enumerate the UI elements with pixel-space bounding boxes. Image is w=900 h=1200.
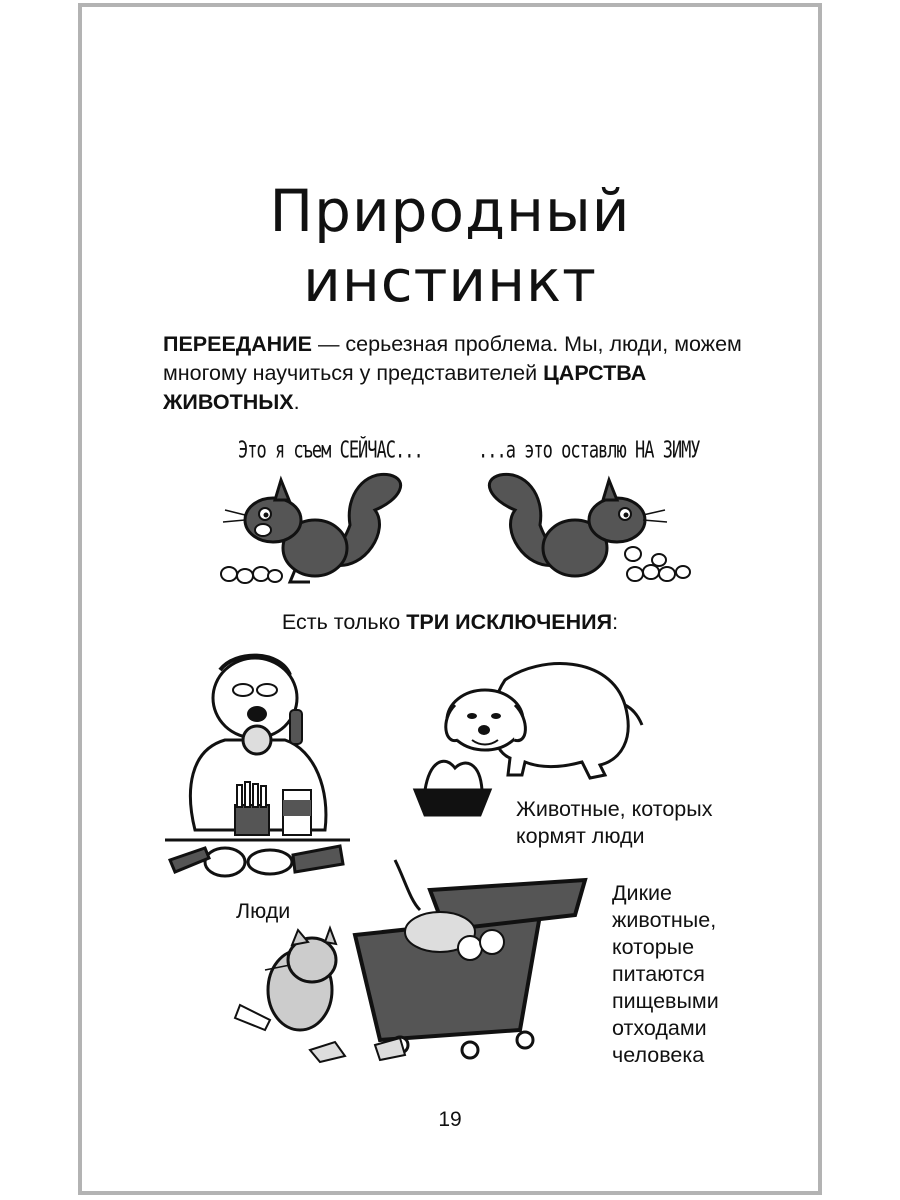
- intro-text-2: .: [293, 390, 300, 414]
- dumpster-animals-illustration: [230, 860, 590, 1070]
- exceptions-bold: ТРИ ИСКЛЮЧЕНИЯ: [406, 610, 613, 634]
- intro-bold-animal-kingdom: ЦАРСТВА ЖИВОТНЫХ: [163, 361, 647, 414]
- exceptions-text: Есть только: [281, 610, 407, 634]
- caption-squirrel-eating: Это я съем СЕЙЧАС...: [238, 437, 423, 464]
- label-fed-animals: Животные, которых кормят люди: [516, 797, 713, 848]
- page-number: 19: [438, 1108, 462, 1131]
- intro-paragraph: [163, 330, 743, 417]
- intro-bold-overeating: ПЕРЕЕДАНИЕ: [163, 332, 312, 356]
- label-people: Люди: [236, 899, 291, 923]
- exceptions-colon: :: [612, 610, 619, 634]
- caption-squirrel-storing: ...а это оставлю НА ЗИМУ: [478, 437, 700, 464]
- squirrel-storing-illustration: [475, 470, 700, 590]
- person-eating-illustration: [165, 650, 350, 885]
- exceptions-heading: [0, 610, 900, 635]
- label-wild-animals: Дикие животные, которые питаются пищевыми отходами человека: [612, 881, 719, 1067]
- squirrel-eating-illustration: [215, 470, 415, 590]
- intro-text-1: — серьезная проблема. Мы, люди, можем многому научиться у представителей: [163, 332, 742, 385]
- page-title-line2: инстинкт: [303, 247, 597, 315]
- page-title-line1: Природный: [269, 177, 631, 245]
